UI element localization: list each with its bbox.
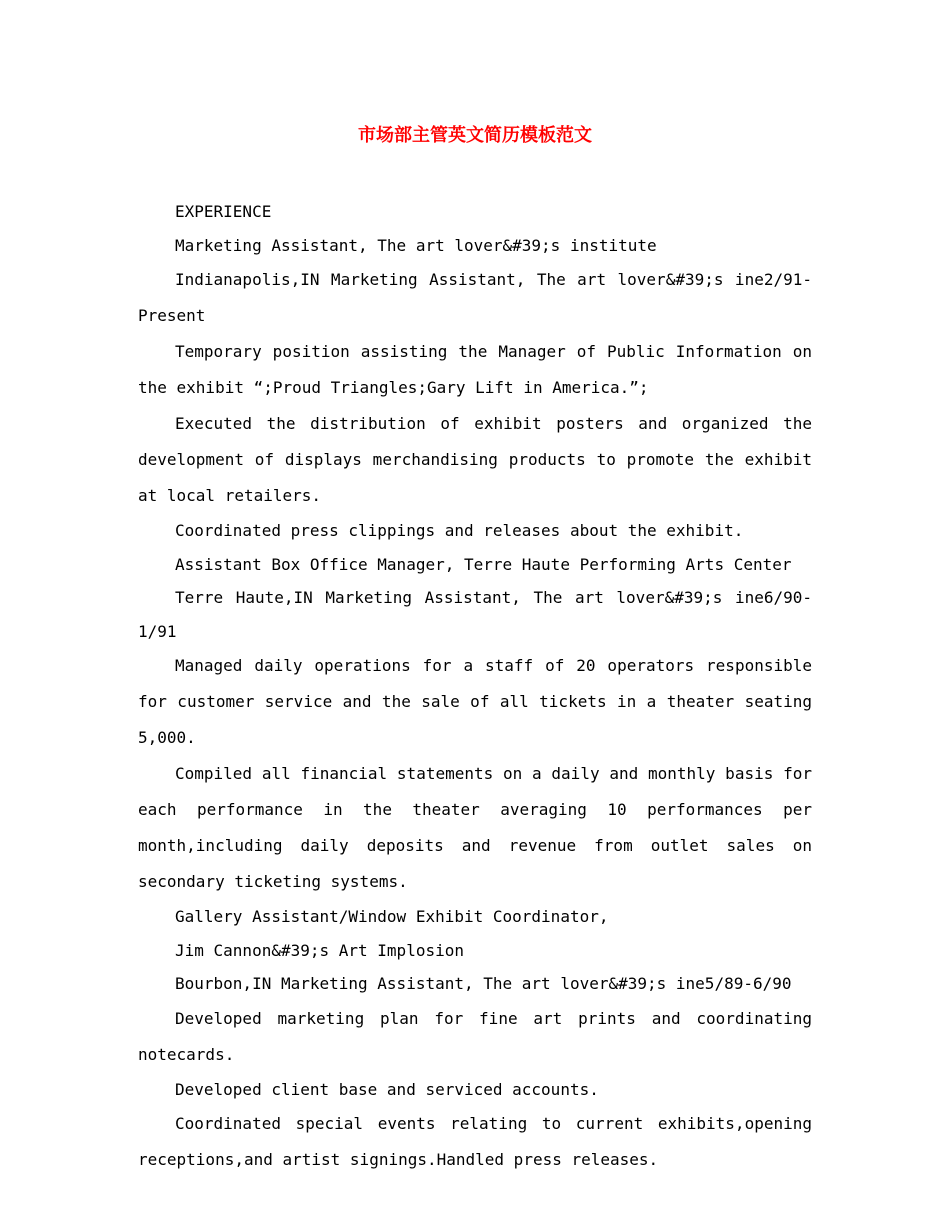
paragraph: Bourbon,IN Marketing Assistant, The art lover&#39;s ine5/89-6/90 (175, 974, 792, 993)
document-title: 市场部主管英文简历模板范文 (358, 125, 592, 146)
paragraph: Terre Haute,IN Marketing Assistant, The art lover&#39;s ine6/90-1/91 (138, 588, 812, 641)
paragraph: Marketing Assistant, The art lover&#39;s institute (175, 235, 657, 255)
section-heading: EXPERIENCE (175, 202, 272, 221)
paragraph: Coordinated special events relating to current exhibits,opening receptions,and artist signings.Handled press releases. (138, 1114, 812, 1169)
paragraph: Compiled all financial statements on a daily and monthly basis for each performance in the theater averaging 10 performances per month,including daily deposits and revenue from outlet sales on secondary ticketing systems. (138, 764, 812, 891)
paragraph: Developed client base and serviced accounts. (175, 1079, 599, 1099)
paragraph: Indianapolis,IN Marketing Assistant, The art lover&#39;s ine2/91-Present (138, 270, 812, 325)
paragraph: Managed daily operations for a staff of 20 operators responsible for customer service and the sale of all tickets in a theater seating 5,000. (138, 656, 812, 747)
document-body (138, 195, 812, 1178)
paragraph: Gallery Assistant/Window Exhibit Coordinator, (175, 907, 609, 926)
paragraph: Jim Cannon&#39;s Art Implosion (175, 940, 464, 960)
paragraph: Executed the distribution of exhibit posters and organized the development of displays merchandising products to promote the exhibit at local retailers. (138, 414, 812, 505)
paragraph: Coordinated press clippings and releases about the exhibit. (175, 521, 744, 540)
paragraph: Temporary position assisting the Manager of Public Information on the exhibit “;Proud Triangles;Gary Lift in America.”; (138, 342, 812, 397)
paragraph: Developed marketing plan for fine art prints and coordinating notecards. (138, 1008, 812, 1064)
paragraph: Assistant Box Office Manager, Terre Haute Performing Arts Center (175, 554, 792, 574)
